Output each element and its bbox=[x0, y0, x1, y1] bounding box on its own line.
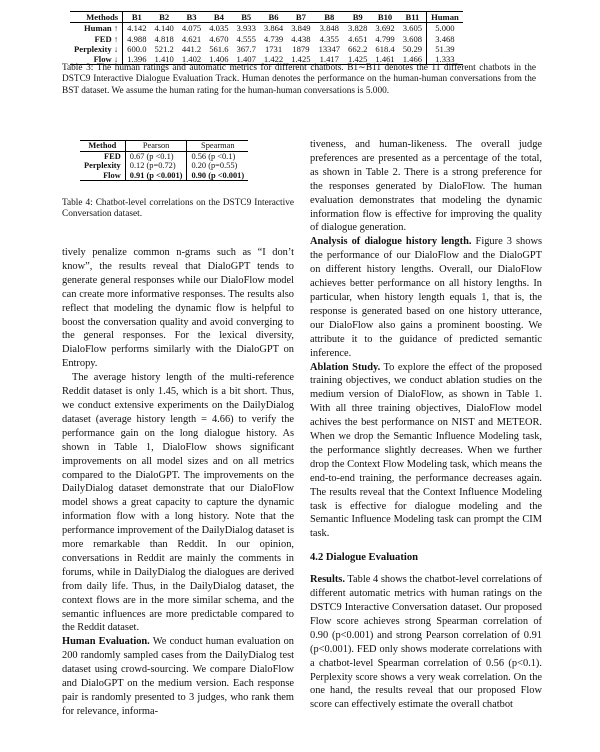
table-3-cell: 51.39 bbox=[427, 44, 463, 54]
table-3-cell: 3.608 bbox=[402, 33, 423, 44]
table-3-header: B2 bbox=[151, 12, 178, 23]
table-3-cell: 4.035 bbox=[209, 23, 229, 34]
table-3-cell: 3.864 bbox=[263, 23, 284, 34]
table-3-row-label: FED ↑ bbox=[70, 34, 123, 44]
paragraph-heading: Analysis of dialogue history length. bbox=[310, 236, 472, 248]
table-3-header: B7 bbox=[287, 12, 314, 23]
table-3-cell: 3.692 bbox=[375, 23, 395, 34]
table-4-caption: Table 4: Chatbot-level correlations on the DSTC9 Interactive Conversation dataset. bbox=[62, 198, 294, 220]
table-3 bbox=[70, 11, 463, 65]
table-4-cell: 0.90 (p <0.001) bbox=[187, 171, 248, 181]
right-column bbox=[310, 138, 542, 712]
table-row bbox=[70, 23, 463, 34]
table-3-cell: 4.355 bbox=[319, 33, 339, 44]
table-3-cell: 561.6 bbox=[209, 43, 229, 54]
table-row bbox=[70, 44, 463, 54]
table-3-cell: 50.29 bbox=[402, 43, 423, 54]
table-4-cell: 0.56 (p <0.1) bbox=[187, 151, 248, 161]
table-3-header: B11 bbox=[399, 12, 427, 23]
table-3-cell: 1731 bbox=[264, 43, 283, 54]
table-3-header: B5 bbox=[233, 12, 260, 23]
table-4-row-label: Flow bbox=[80, 171, 125, 181]
table-3-row-label: Perplexity ↓ bbox=[70, 44, 123, 54]
table-4-row-label: Perplexity bbox=[80, 161, 125, 171]
paragraph-text: We conduct human evaluation on 200 randomly sampled cases from the DailyDialog test dataset using crowd-sourcing. We compare DialoFlow and DialoGPT on the medium version. Each response pair is randomly presented to 3 judges, who rank them for relevance, informa- bbox=[62, 636, 294, 717]
table-3-cell: 4.621 bbox=[181, 33, 202, 44]
table-3-header: B9 bbox=[344, 12, 371, 23]
table-3-cell: 4.651 bbox=[348, 33, 368, 44]
table-3-cell: 618.4 bbox=[375, 43, 395, 54]
table-3-cell: 4.799 bbox=[375, 33, 395, 44]
paragraph-heading: Ablation Study. bbox=[310, 361, 381, 373]
table-3-cell: 1879 bbox=[292, 43, 310, 54]
paragraph-text: To explore the effect of the proposed training objectives, we conduct ablation studies on the medium version of DialoFlow, as shown in Table 1. With all three training objectives, DialoFlow model achives the best performance on NIST and METEOR. When we drop the Semantic Influence Modeling task, the performance slightly decreases. When we further drop the Context Flow Modeling task, which means the end-to-end training, the performance decreases again. The results reveal that the Context Influence Modeling task is effective for dialogue modeling and the Semantic Influence Modeling task can prompt the CIM task. bbox=[310, 361, 542, 540]
table-3-cell: 4.555 bbox=[236, 33, 256, 44]
table-3-caption: Table 3: The human ratings and automatic metrics for different chatbots. B1∼B11 denotes the 11 different chatbots in the DSTC9 Interactive Dialogue Evaluation Track. Human denotes the performance on the human-human conversations from the BST dataset. We assume the human rating for the human-human conversations is 5.000. bbox=[62, 63, 536, 96]
paragraph bbox=[310, 235, 542, 360]
table-3-cell: 3.828 bbox=[348, 23, 368, 34]
table-3-cell: 1.333 bbox=[427, 54, 463, 65]
section-title: 4.2 Dialogue Evaluation bbox=[310, 552, 419, 564]
table-3-header: Human bbox=[427, 12, 463, 23]
table-3-header: B10 bbox=[371, 12, 398, 23]
paragraph bbox=[62, 635, 294, 718]
table-3-row-label: Human ↑ bbox=[70, 23, 123, 34]
table-row bbox=[80, 161, 248, 171]
table-3-header: B8 bbox=[315, 12, 344, 23]
table-3-cell: 4.142 bbox=[127, 23, 147, 34]
table-3-cell: 1.396 bbox=[123, 54, 151, 65]
table-3-cell: 5.000 bbox=[427, 23, 463, 34]
table-3-cell: 367.7 bbox=[236, 43, 256, 54]
table-3-cell: 662.2 bbox=[348, 43, 368, 54]
table-row bbox=[70, 34, 463, 44]
table-3-header: B4 bbox=[205, 12, 232, 23]
table-4 bbox=[80, 140, 248, 181]
table-4-header: Pearson bbox=[125, 141, 187, 152]
left-column bbox=[62, 246, 294, 719]
table-3-cell: 4.140 bbox=[154, 23, 174, 34]
table-3-cell: 3.468 bbox=[427, 34, 463, 44]
table-3-cell: 1.402 bbox=[178, 54, 205, 65]
table-3-cell: 441.2 bbox=[181, 43, 202, 54]
table-3-cell: 3.605 bbox=[402, 23, 423, 34]
table-3-cell: 4.818 bbox=[154, 33, 174, 44]
table-4-cell: 0.12 (p=0.72) bbox=[129, 161, 176, 171]
paragraph: tively penalize common n-grams such as “I don’t know”, the results reveal that DialoGPT tends to generate general responses while our DialoFlow model can create more informative responses. The results also reflect that modeling the dynamic flow is helpful to boost the conversation quality and avoid converging to the general responses. For the lexical diversity, DialoFlow performs similarly with the DialoGPT on Entropy. bbox=[62, 247, 294, 370]
table-3-cell: 1.407 bbox=[233, 54, 260, 65]
table-3-cell: 3.849 bbox=[291, 23, 311, 34]
table-3-header: B6 bbox=[260, 12, 287, 23]
table-row bbox=[80, 151, 248, 161]
table-4-row-label: FED bbox=[80, 151, 125, 161]
table-3-cell: 1.466 bbox=[399, 54, 427, 65]
table-3-cell: 521.2 bbox=[154, 43, 174, 54]
table-row bbox=[80, 171, 248, 181]
table-3-cell: 1.417 bbox=[315, 54, 344, 65]
table-3-cell: 4.988 bbox=[127, 33, 147, 44]
table-3-cell: 4.075 bbox=[181, 23, 202, 34]
table-3-cell: 600.0 bbox=[127, 43, 147, 54]
table-3-row-label: Flow ↓ bbox=[70, 54, 123, 65]
paragraph bbox=[310, 573, 542, 712]
table-3-cell: 4.739 bbox=[263, 33, 284, 44]
paragraph-text: Table 4 shows the chatbot-level correlations of different automatic metrics with human ratings on the DSTC9 Interactive Conversation dataset. Our proposed Flow score achieves strong Spearman correlation of 0.90 (p<0.001) and strong Pearson correlation of 0.91 (p<0.001). FED only shows moderate correlations with a chatbot-level Spearman correlation of 0.56 (p<0.1). Perplexity score shows a very weak correlation. On the one hand, the results reveal that our proposed Flow score can effectively estimate the overall chatbot bbox=[310, 574, 542, 711]
paragraph-heading: Human Evaluation. bbox=[62, 636, 150, 648]
table-4-cell: 0.91 (p <0.001) bbox=[125, 171, 187, 181]
paragraph: tiveness, and human-likeness. The overall judge preferences are presented as a percentage of the total, as shown in Table 2. There is a strong preference for the responses generated by DialoFlow. The human evaluation demonstrates that modeling the dynamic information flow is effective for improving the quality of dialogue generation. bbox=[310, 139, 542, 234]
table-4-header-row bbox=[80, 141, 248, 152]
paragraph-text: Figure 3 shows the performance of our DialoFlow and the DialoGPT on different history lengths. Overall, our DialoFlow achieves better performance on all history lengths. In particular, when history length equals 1, that is, the response is generated based on one history utterance, our DialoFlow also gains a prominent boosting. We attribute it to the guidance of predicted semantic inference. bbox=[310, 236, 542, 359]
table-3-header: Methods bbox=[70, 12, 123, 23]
table-3-cell: 1.425 bbox=[344, 54, 371, 65]
table-3-cell: 3.848 bbox=[319, 23, 339, 34]
table-4-header: Method bbox=[80, 141, 125, 152]
table-3-cell: 4.438 bbox=[291, 33, 311, 44]
table-3-cell: 4.670 bbox=[209, 33, 229, 44]
paragraph: The average history length of the multi-reference Reddit dataset is only 1.45, which is a bit short. Thus, we conduct extensive experiments on the DailyDialog dataset (average history length = 4.66) to verify the performance gain on the long dialogue history. As shown in Table 1, DialoFlow shows significant improvements on all model sizes and on all metrics compared to the DialoGPT. The improvements on the DailyDialog dataset demonstrate that our DialoFlow model shows a great capacity to capture the dynamic information flow with a long history. Note that the performance improvement of the DailyDialog dataset is more remarkable than Reddit. In our opinion, conversations in Reddit are mainly the comments in forums, while in DailyDialog the dialogues are derived from daily life. Thus, in the DailyDialog dataset, the context flows are in the more similar schema, and the semantic influences are more predictable compared to the Reddit dataset. bbox=[62, 372, 294, 634]
table-3-cell: 1.425 bbox=[287, 54, 314, 65]
table-3-cell: 1.422 bbox=[260, 54, 287, 65]
table-3-header-row bbox=[70, 12, 463, 23]
table-3-header: B3 bbox=[178, 12, 205, 23]
table-3-header: B1 bbox=[123, 12, 151, 23]
table-3-cell: 3.933 bbox=[236, 23, 256, 34]
table-4-cell: 0.20 (p=0.55) bbox=[187, 161, 248, 171]
table-4-header: Spearman bbox=[187, 141, 248, 152]
table-3-cell: 1.406 bbox=[205, 54, 232, 65]
table-4-cell: 0.67 (p <0.1) bbox=[129, 151, 174, 161]
paragraph bbox=[310, 361, 542, 542]
table-3-cell: 13347 bbox=[318, 43, 341, 54]
table-3-cell: 1.461 bbox=[371, 54, 398, 65]
paragraph-heading: Results. bbox=[310, 574, 345, 586]
table-3-cell: 1.410 bbox=[151, 54, 178, 65]
